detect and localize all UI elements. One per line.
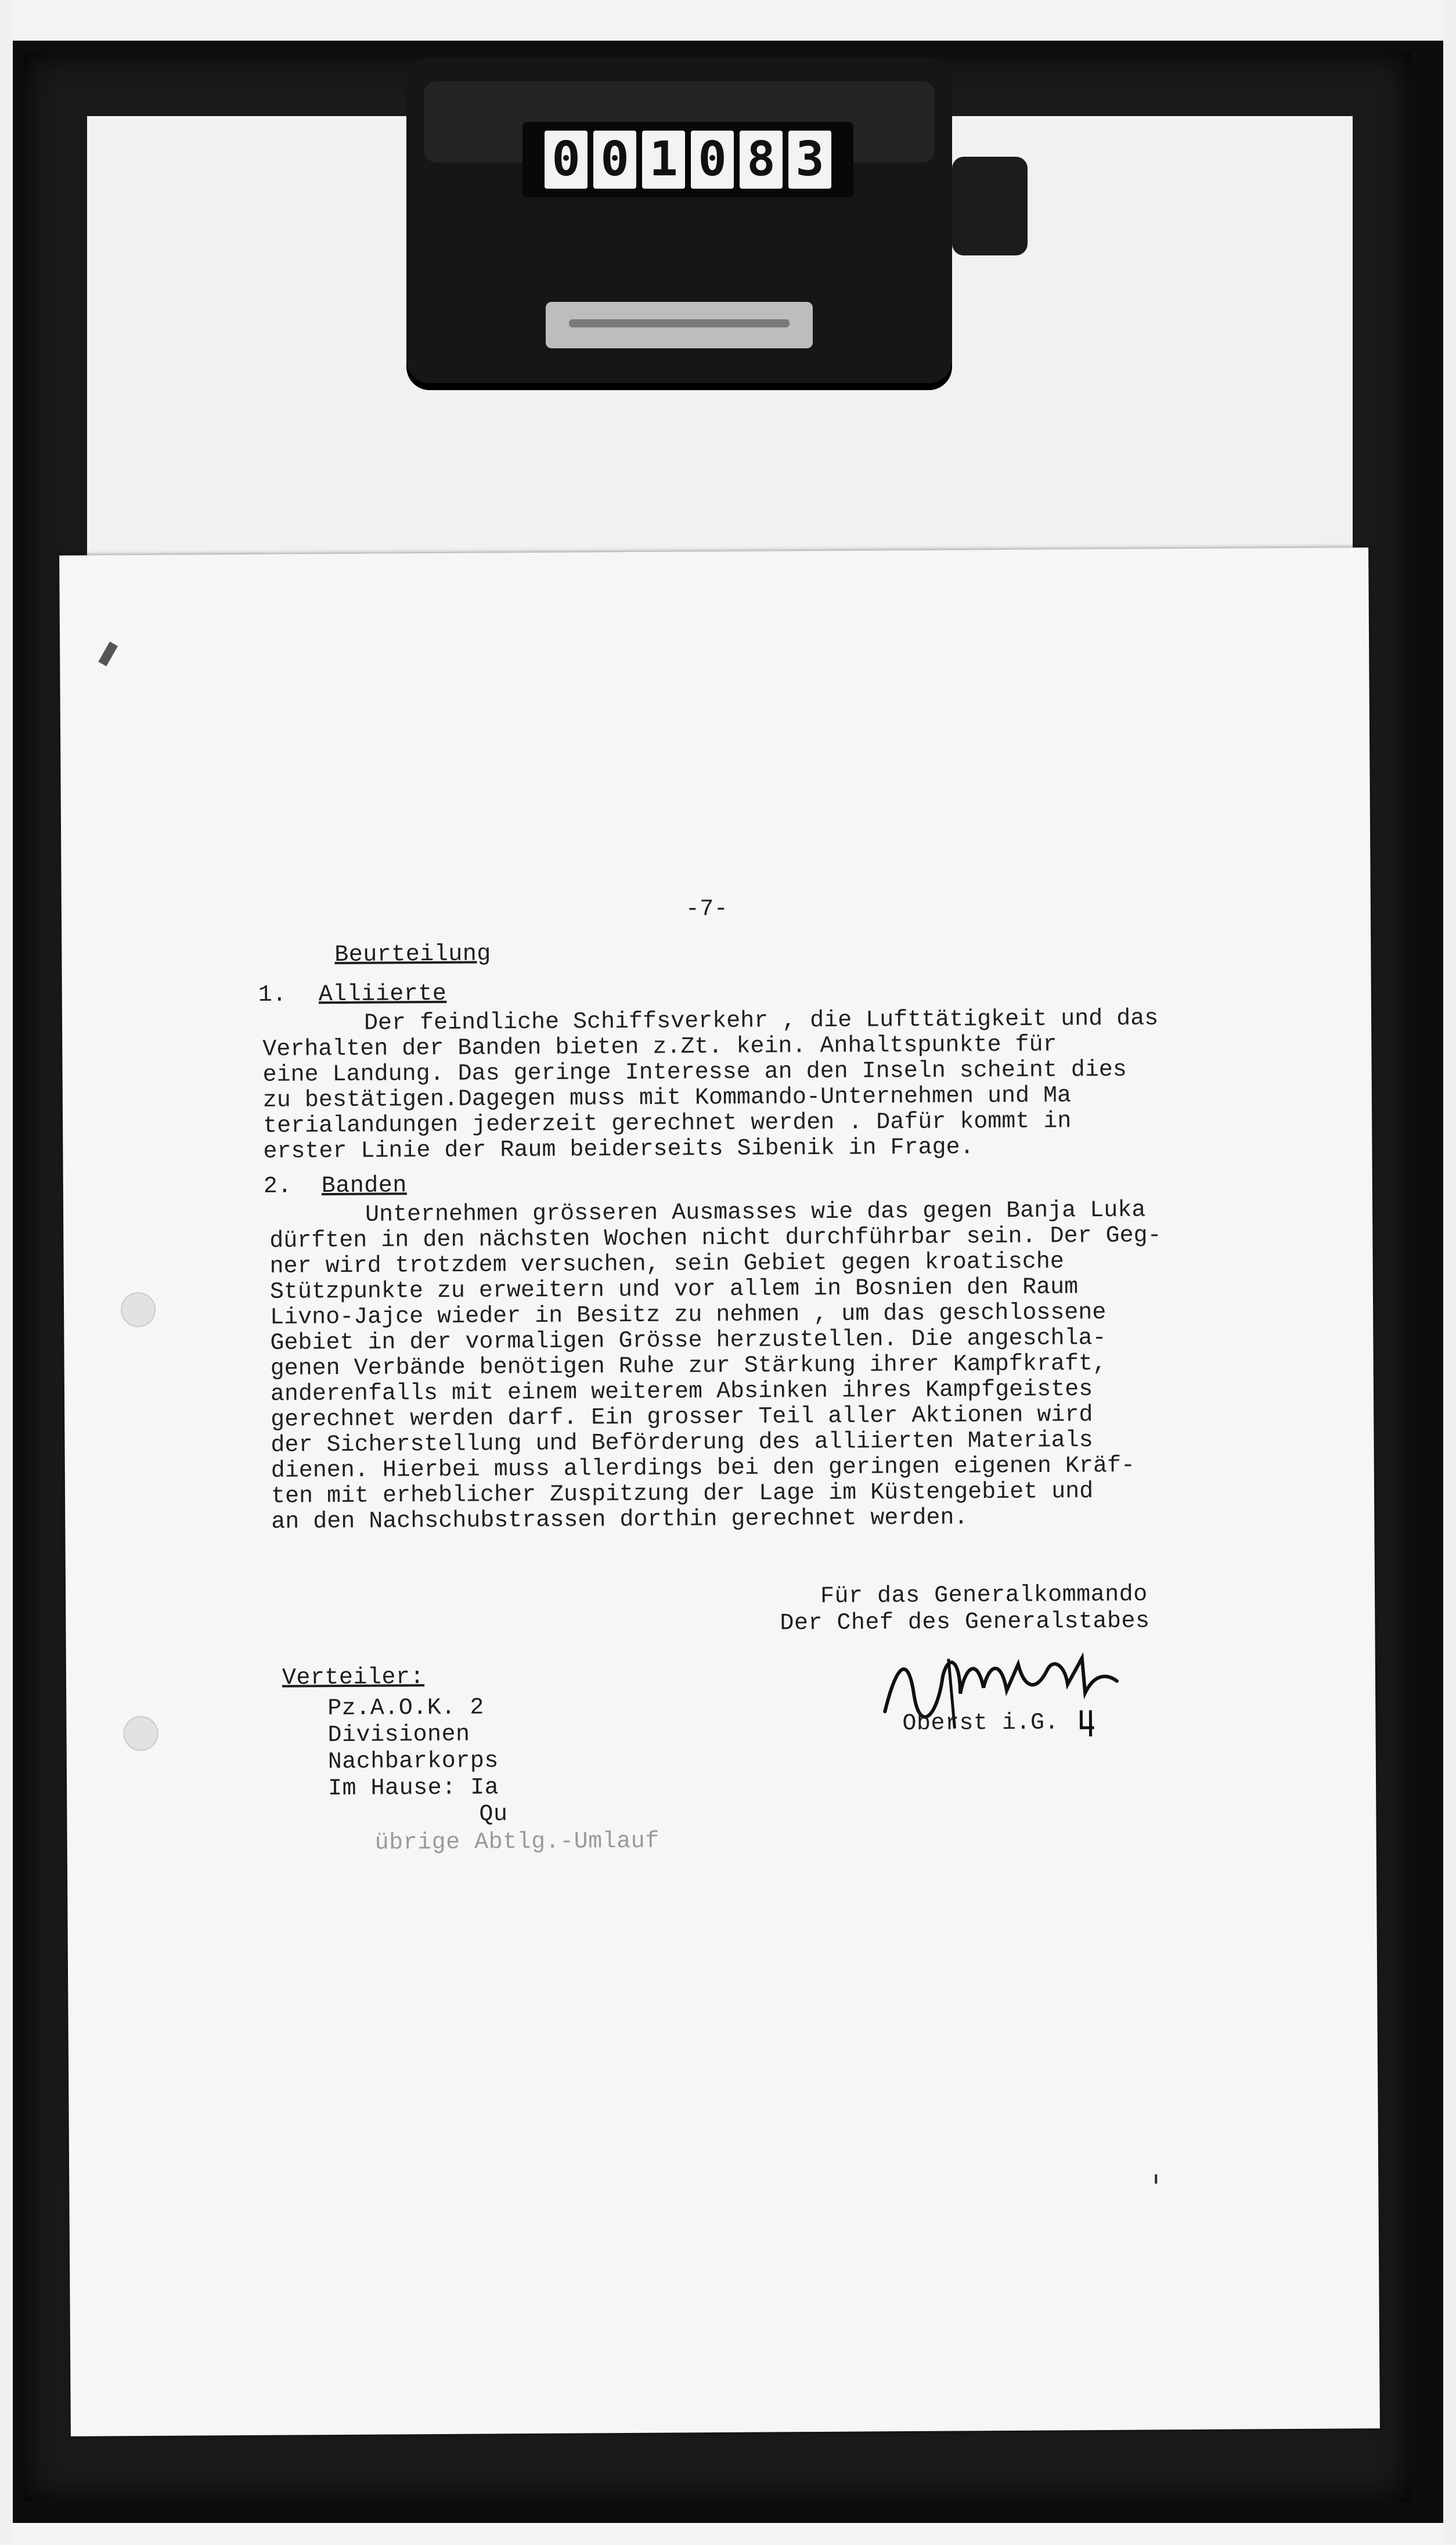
film-edge-right bbox=[1443, 0, 1456, 2545]
section-2-line: dienen. Hierbei muss allerdings bei den geringen eigenen Kräf- bbox=[271, 1452, 1136, 1484]
punch-hole bbox=[123, 1716, 158, 1751]
film-edge-top bbox=[0, 0, 1456, 41]
distribution-entry: Divisionen bbox=[327, 1721, 470, 1749]
distribution-entry: Im Hause: Ia bbox=[327, 1775, 499, 1803]
counter-window bbox=[522, 122, 853, 197]
section-2-line: genen Verbände benötigen Ruhe zur Stärkung ihrer Kampfkraft, bbox=[270, 1350, 1107, 1382]
page-number: -7- bbox=[685, 896, 729, 923]
section-2-line: an den Nachschubstrassen dorthin gerechnet werden. bbox=[271, 1505, 968, 1535]
section-2-title: Banden bbox=[321, 1173, 407, 1200]
rank-handwritten-mark bbox=[1076, 1704, 1100, 1739]
section-2-line: ner wird trotzdem versuchen, sein Gebiet gegen kroatische bbox=[269, 1249, 1064, 1280]
film-edge-left bbox=[0, 0, 13, 2545]
document-page bbox=[59, 547, 1380, 2436]
distribution-entry: Nachbarkorps bbox=[327, 1748, 499, 1776]
section-1-line: terialandungen jederzeit gerechnet werden . Dafür kommt in bbox=[263, 1108, 1072, 1140]
section-1-line: Der feindliche Schiffsverkehr , die Lufttätigkeit und das bbox=[363, 1005, 1159, 1037]
counter-digit: 3 bbox=[788, 131, 831, 189]
counter-digit: 0 bbox=[593, 131, 636, 189]
section-1-line: Verhalten der Banden bieten z.Zt. kein. Anhaltspunkte für bbox=[262, 1032, 1057, 1063]
frame-counter bbox=[406, 58, 952, 383]
section-2-line: Livno-Jajce wieder in Besitz zu nehmen , um das geschlossene bbox=[270, 1299, 1107, 1331]
counter-knob bbox=[952, 157, 1028, 255]
distribution-entry: Pz.A.O.K. 2 bbox=[327, 1695, 484, 1722]
counter-plate-slot bbox=[569, 319, 790, 327]
section-1-title: Alliierte bbox=[318, 980, 447, 1008]
stray-mark bbox=[98, 641, 118, 666]
counter-digit: 8 bbox=[740, 131, 783, 189]
section-2-line: Stützpunkte zu erweitern und vor allem in Bosnien den Raum bbox=[269, 1274, 1079, 1306]
section-1-line: zu bestätigen.Dagegen muss mit Kommando-Unternehmen und Ma bbox=[262, 1083, 1072, 1114]
signature-rank: Oberst i.G. bbox=[902, 1710, 1059, 1737]
distribution-label: Verteiler: bbox=[282, 1664, 425, 1692]
section-2-number: 2. bbox=[263, 1173, 292, 1200]
section-2-line: Unternehmen grösseren Ausmasses wie das gegen Banja Luka bbox=[365, 1197, 1146, 1228]
section-1-line: erster Linie der Raum beiderseits Sibenik in Frage. bbox=[263, 1134, 974, 1165]
punch-hole bbox=[121, 1292, 156, 1327]
counter-digit: 0 bbox=[691, 131, 734, 189]
section-2-line: dürften in den nächsten Wochen nicht durchführbar sein. Der Geg- bbox=[269, 1223, 1162, 1255]
section-2-line: Gebiet in der vormaligen Grösse herzustellen. Die angeschla- bbox=[270, 1325, 1107, 1357]
distribution-faded-entry: übrige Abtlg.-Umlauf bbox=[374, 1828, 659, 1857]
counter-label-plate bbox=[546, 302, 813, 348]
signature-line-2: Der Chef des Generalstabes bbox=[780, 1608, 1150, 1637]
stray-mark bbox=[1155, 2174, 1157, 2183]
counter-digit: 0 bbox=[545, 131, 588, 189]
section-2-line: anderenfalls mit einem weiterem Absinken ihres Kampfgeistes bbox=[270, 1376, 1093, 1408]
distribution-sub-entry: Qu bbox=[479, 1801, 508, 1828]
section-2-line: gerechnet werden darf. Ein grosser Teil aller Aktionen wird bbox=[271, 1402, 1093, 1433]
counter-digit: 1 bbox=[642, 131, 685, 189]
section-1-line: eine Landung. Das geringe Interesse an den Inseln scheint dies bbox=[262, 1057, 1127, 1088]
film-edge-bottom bbox=[0, 2523, 1456, 2545]
signature-line-1: Für das Generalkommando bbox=[820, 1581, 1148, 1610]
section-2-line: ten mit erheblicher Zuspitzung der Lage im Küstengebiet und bbox=[271, 1479, 1094, 1510]
section-1-number: 1. bbox=[258, 982, 287, 1008]
heading-beurteilung: Beurteilung bbox=[334, 941, 492, 969]
section-2-line: der Sicherstellung und Beförderung des alliierten Materials bbox=[271, 1427, 1093, 1459]
